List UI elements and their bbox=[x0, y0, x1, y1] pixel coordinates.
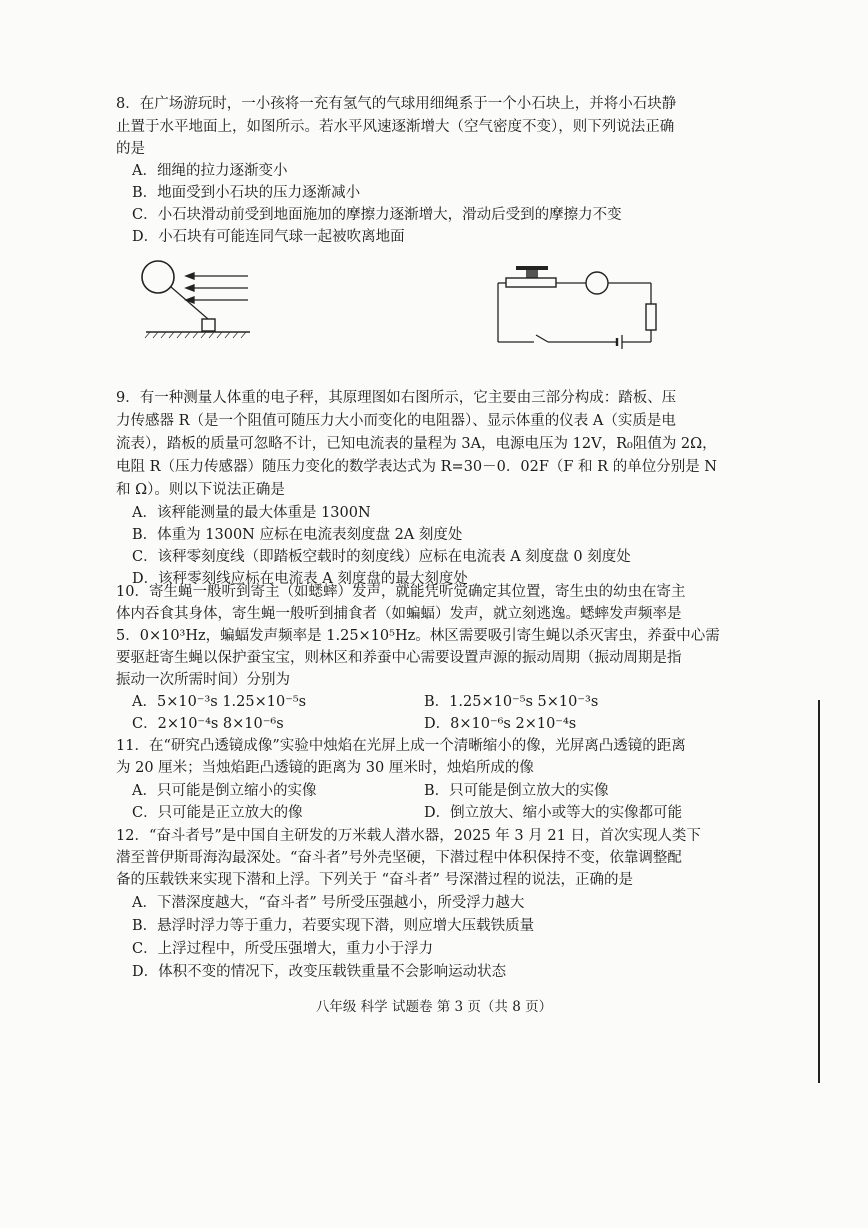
scale-circuit-diagram bbox=[488, 258, 668, 368]
question-10-option-c: C．2×10⁻⁴s 8×10⁻⁶s bbox=[132, 716, 284, 732]
question-8-line-3: 的是 bbox=[116, 141, 145, 157]
question-8-option-d: D．小石块有可能连同气球一起被吹离地面 bbox=[132, 229, 405, 245]
question-9-line-4: 电阻 R（压力传感器）随压力变化的数学表达式为 R=30－0．02F（F 和 R 的单位分别是 N bbox=[116, 459, 717, 475]
question-10-line-1: 10．寄生蝇一般听到寄主（如蟋蟀）发声，就能凭听觉确定其位置，寄生虫的幼虫在寄主 bbox=[116, 584, 686, 600]
question-10-line-5: 振动一次所需时间）分别为 bbox=[116, 672, 290, 688]
question-9-line-1: 9．有一种测量人体重的电子秤，其原理图如右图所示，它主要由三部分构成：踏板、压 bbox=[116, 390, 677, 406]
wind-arrows bbox=[186, 271, 256, 311]
question-10-line-4: 要驱赶寄生蝇以保护蚕宝宝，则林区和养蚕中心需要设置声源的振动周期（振动周期是指 bbox=[116, 650, 682, 666]
question-8-line-2: 止置于水平地面上，如图所示。若水平风速逐渐增大（空气密度不变），则下列说法正确 bbox=[116, 119, 675, 135]
question-12-option-b: B．悬浮时浮力等于重力，若要实现下潜，则应增大压载铁质量 bbox=[132, 918, 535, 934]
question-9-line-2: 力传感器 R（是一个阻值可随压力大小而变化的电阻器）、显示体重的仪表 A（实质是电 bbox=[116, 413, 676, 429]
question-12-line-2: 潜至普伊斯哥海沟最深处。“奋斗者”号外壳坚硬，下潜过程中体积保持不变，依靠调整配 bbox=[116, 850, 682, 866]
page-footer: 八年级 科学 试题卷 第 3 页（共 8 页） bbox=[315, 999, 553, 1015]
question-9-line-5: 和 Ω）。则以下说法正确是 bbox=[116, 482, 285, 498]
question-12-line-3: 备的压载铁来实现下潜和上浮。下列关于 “奋斗者” 号深潜过程的说法，正确的是 bbox=[116, 872, 634, 888]
question-10-option-a: A．5×10⁻³s 1.25×10⁻⁵s bbox=[132, 694, 307, 710]
question-10-option-b: B．1.25×10⁻⁵s 5×10⁻³s bbox=[424, 694, 599, 710]
question-12-line-1: 12．“奋斗者号”是中国自主研发的万米载人潜水器，2025 年 3 月 21 日，首次实现人类下 bbox=[116, 828, 701, 844]
question-11-line-2: 为 20 厘米；当烛焰距凸透镜的距离为 30 厘米时，烛焰所成的像 bbox=[116, 760, 534, 776]
question-9-option-c: C．该秤零刻度线（即踏板空载时的刻度线）应标在电流表 A 刻度盘 0 刻度处 bbox=[132, 549, 631, 565]
question-8-option-a: A．细绳的拉力逐渐变小 bbox=[132, 163, 288, 179]
question-11-line-1: 11．在“研究凸透镜成像”实验中烛焰在光屏上成一个清晰缩小的像，光屏离凸透镜的距离 bbox=[116, 738, 686, 754]
scan-edge-line bbox=[818, 700, 820, 1083]
question-9-option-b: B．体重为 1300N 应标在电流表刻度盘 2A 刻度处 bbox=[132, 527, 463, 543]
question-8-line-1: 8．在广场游玩时，一小孩将一充有氢气的气球用细绳系于一个小石块上，并将小石块静 bbox=[116, 96, 677, 112]
question-10-option-d: D．8×10⁻⁶s 2×10⁻⁴s bbox=[424, 716, 577, 732]
question-12-option-d: D．体积不变的情况下，改变压载铁重量不会影响运动状态 bbox=[132, 964, 507, 980]
question-11-option-b: B．只可能是倒立放大的实像 bbox=[424, 783, 609, 799]
question-9-option-d: D．该秤零刻线应标在电流表 A 刻度盘的最大刻度处 bbox=[132, 571, 468, 587]
question-10-line-3: 5．0×10³Hz，蝙蝠发声频率是 1.25×10⁵Hz。林区需要吸引寄生蝇以杀灭害虫，养蚕中心需 bbox=[116, 628, 720, 644]
question-11-option-c: C．只可能是正立放大的像 bbox=[132, 805, 303, 821]
question-8-option-b: B．地面受到小石块的压力逐渐减小 bbox=[132, 185, 361, 201]
question-11-option-a: A．只可能是倒立缩小的实像 bbox=[132, 783, 317, 799]
question-8-option-c: C．小石块滑动前受到地面施加的摩擦力逐渐增大，滑动后受到的摩擦力不变 bbox=[132, 207, 622, 223]
question-12-option-c: C．上浮过程中，所受压强增大，重力小于浮力 bbox=[132, 941, 434, 957]
question-12-option-a: A．下潜深度越大，“奋斗者” 号所受压强越小，所受浮力越大 bbox=[132, 895, 525, 911]
question-11-option-d: D．倒立放大、缩小或等大的实像都可能 bbox=[424, 805, 683, 821]
question-9-line-3: 流表），踏板的质量可忽略不计，已知电流表的量程为 3A，电源电压为 12V，R₀阻值为 2Ω， bbox=[116, 436, 717, 452]
question-10-line-2: 体内吞食其身体，寄生蝇一般听到捕食者（如蝙蝠）发声，就立刻逃逸。蟋蟀发声频率是 bbox=[116, 606, 682, 622]
question-9-option-a: A．该秤能测量的最大体重是 1300N bbox=[132, 505, 371, 521]
